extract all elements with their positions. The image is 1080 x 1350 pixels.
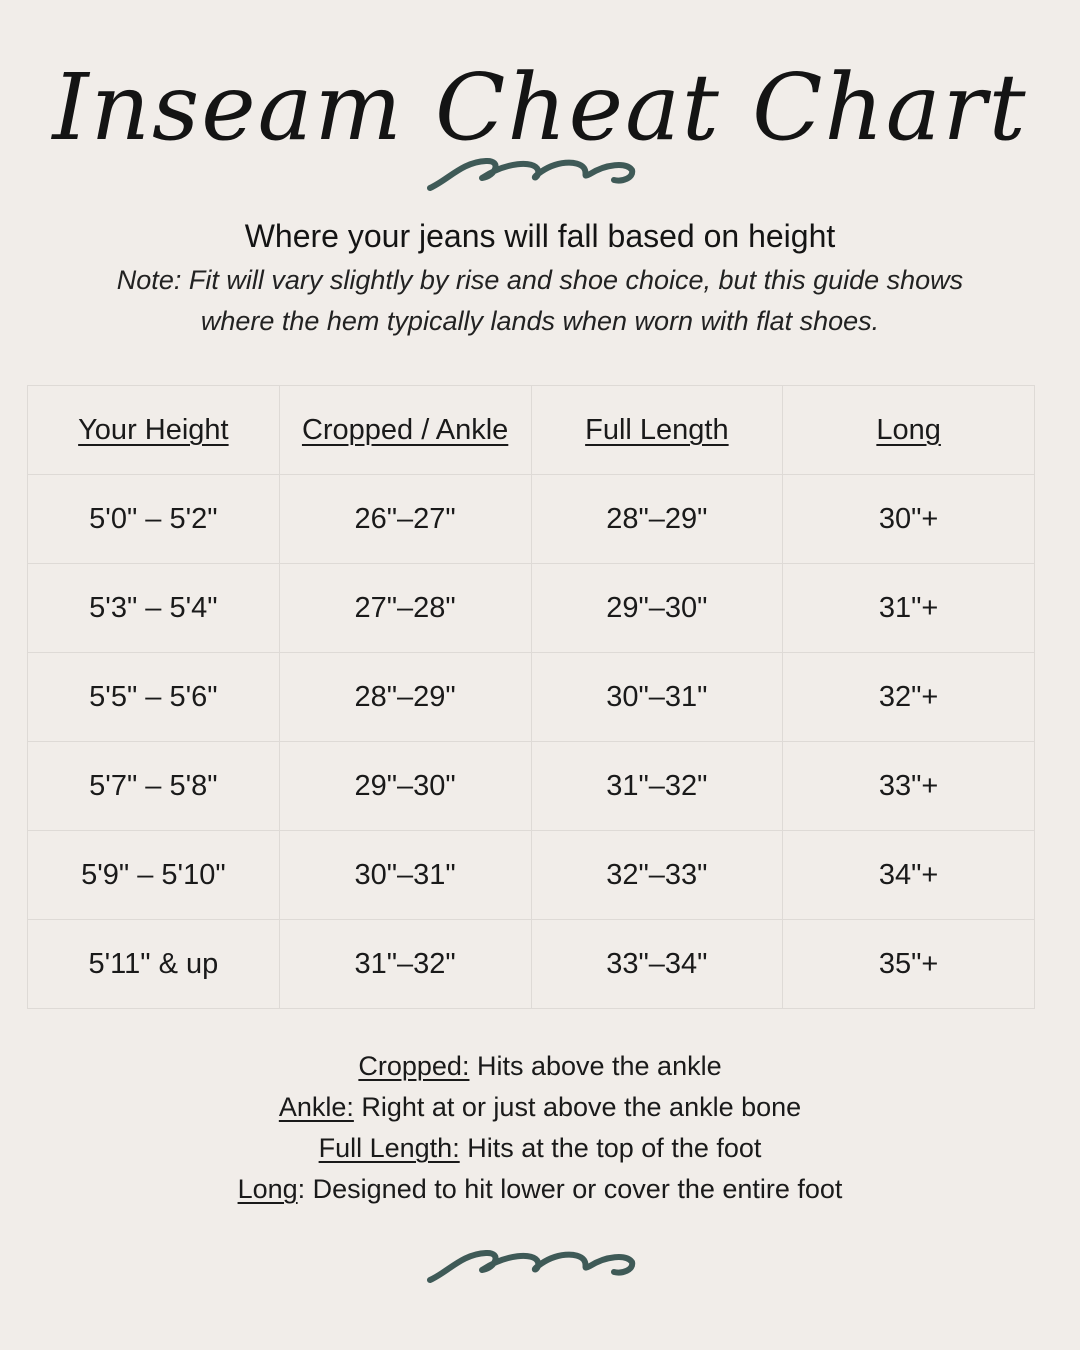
table-cell: 30"+ <box>783 475 1035 564</box>
table-cell: 35"+ <box>783 920 1035 1009</box>
table-row <box>28 653 1035 742</box>
table-cell: 28"–29" <box>531 475 783 564</box>
definition-term: Cropped: <box>358 1051 470 1081</box>
wave-divider-icon <box>426 154 638 194</box>
definition-ankle <box>0 1087 1080 1128</box>
table-header-row <box>28 386 1035 475</box>
table-row <box>28 920 1035 1009</box>
column-header-cropped-ankle: Cropped / Ankle <box>279 386 531 475</box>
table-cell: 33"+ <box>783 742 1035 831</box>
table-cell: 30"–31" <box>279 831 531 920</box>
inseam-table <box>27 385 1035 1009</box>
page-title: Inseam Cheat Chart <box>52 54 1028 161</box>
table-cell: 5'0" – 5'2" <box>28 475 280 564</box>
table-cell: 30"–31" <box>531 653 783 742</box>
definition-text: Right at or just above the ankle bone <box>353 1092 802 1122</box>
length-definitions <box>0 1046 1080 1210</box>
table-cell: 5'5" – 5'6" <box>28 653 280 742</box>
definition-long <box>0 1169 1080 1210</box>
definition-term: Full Length: <box>318 1133 460 1163</box>
fit-note: Note: Fit will vary slightly by rise and shoe choice, but this guide shows where the hem typically lands when worn with flat shoes. <box>116 265 964 336</box>
table-cell: 32"+ <box>783 653 1035 742</box>
column-header-long: Long <box>783 386 1035 475</box>
definition-text: Hits at the top of the foot <box>459 1133 762 1163</box>
definition-text: : Designed to hit lower or cover the entire foot <box>297 1174 843 1204</box>
table-cell: 26"–27" <box>279 475 531 564</box>
table-row <box>28 742 1035 831</box>
table-cell: 5'11" & up <box>28 920 280 1009</box>
table-cell: 31"–32" <box>279 920 531 1009</box>
table-cell: 31"–32" <box>531 742 783 831</box>
definition-cropped <box>0 1046 1080 1087</box>
wave-divider-icon <box>426 1246 638 1286</box>
table-row <box>28 831 1035 920</box>
table-cell: 5'3" – 5'4" <box>28 564 280 653</box>
table-cell: 32"–33" <box>531 831 783 920</box>
table-cell: 33"–34" <box>531 920 783 1009</box>
definition-text: Hits above the ankle <box>469 1051 722 1081</box>
subtitle: Where your jeans will fall based on height <box>244 218 836 254</box>
table-cell: 5'7" – 5'8" <box>28 742 280 831</box>
table-cell: 5'9" – 5'10" <box>28 831 280 920</box>
table-cell: 31"+ <box>783 564 1035 653</box>
table-cell: 29"–30" <box>531 564 783 653</box>
table-row <box>28 564 1035 653</box>
column-header-height: Your Height <box>28 386 280 475</box>
column-header-full-length: Full Length <box>531 386 783 475</box>
definition-full-length <box>0 1128 1080 1169</box>
table-cell: 27"–28" <box>279 564 531 653</box>
table-cell: 34"+ <box>783 831 1035 920</box>
table-cell: 29"–30" <box>279 742 531 831</box>
definition-term: Long <box>237 1174 298 1204</box>
table-cell: 28"–29" <box>279 653 531 742</box>
table-row <box>28 475 1035 564</box>
definition-term: Ankle: <box>278 1092 354 1122</box>
